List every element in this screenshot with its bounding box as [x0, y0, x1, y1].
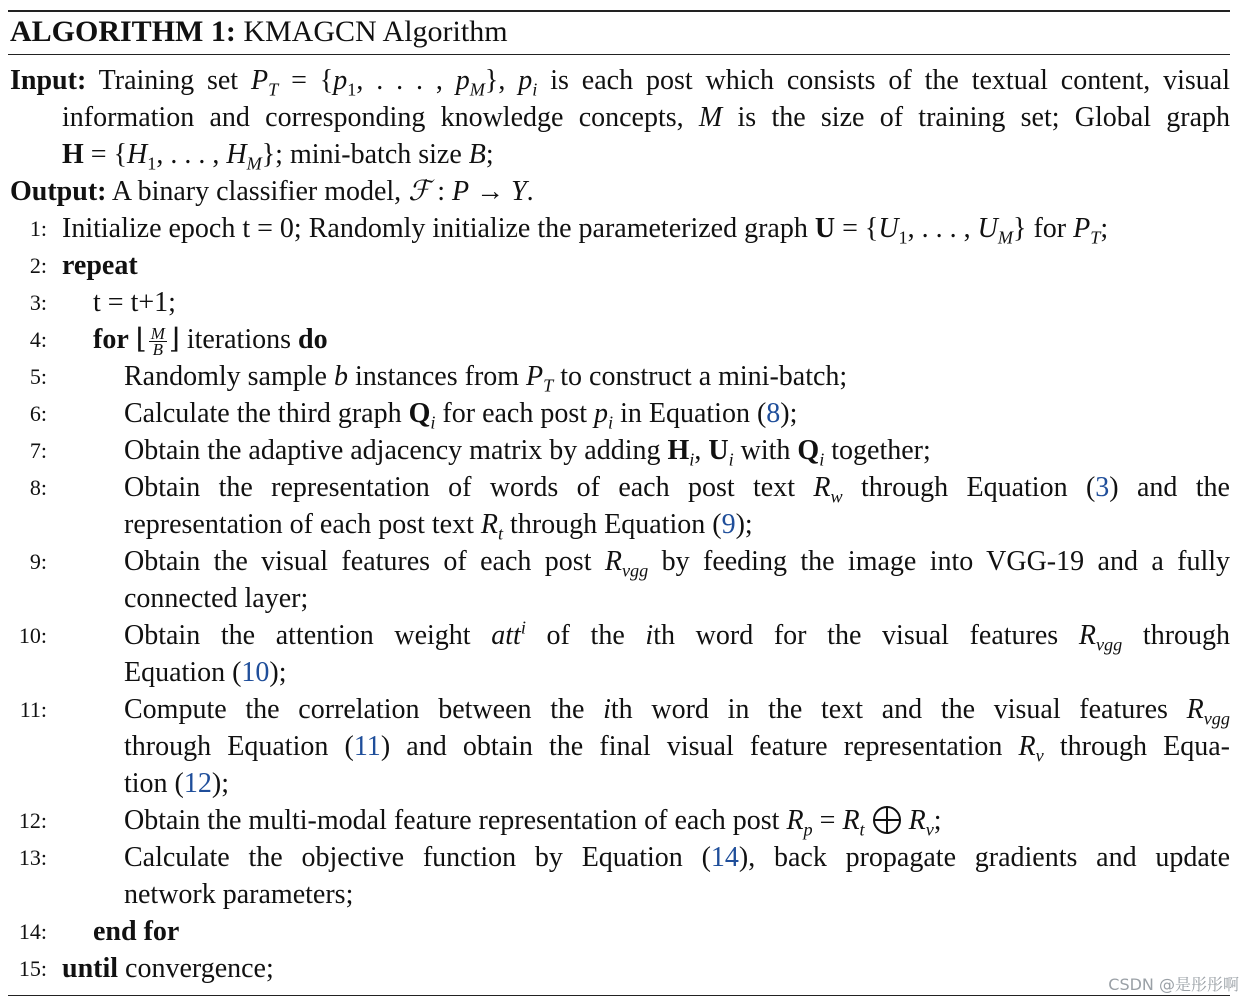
step-13-line-1: Calculate the objective function by Equation (14), back propagate gradients and update [124, 842, 1230, 873]
line-number: 14: [18, 919, 47, 944]
line-number: 3: [29, 290, 47, 315]
watermark: CSDN @是彤彤啊 [1108, 975, 1239, 994]
line-number: 11: [19, 697, 47, 722]
step-4: for ⌊ $\frac{M}{B}$ ⌋ iterations do [93, 324, 328, 360]
algorithm-title [10, 12, 508, 52]
step-6: Calculate the third graph $Q_i$ for each post $p_i$ in Equation (8); [124, 398, 798, 433]
step-9-line-1: Obtain the visual features of each post $R_{vgg}$ by feeding the image into VGG-19 and a fully [124, 546, 1231, 581]
step-14: end for [93, 916, 180, 947]
input-line-2: information and corresponding knowledge concepts, M is the size of training set; Global graph [62, 102, 1230, 133]
line-number: 13: [18, 845, 47, 870]
algorithm-label: ALGORITHM 1: [10, 15, 236, 48]
step-10-line-2: Equation (10); [124, 657, 287, 688]
line-number: 8: [29, 475, 47, 500]
algorithm-name: KMAGCN Algorithm [243, 15, 508, 48]
line-number: 9: [29, 549, 47, 574]
line-number: 10: [18, 623, 47, 648]
step-9-line-2: connected layer; [124, 583, 309, 614]
line-number: 5: [29, 364, 47, 389]
equation-link[interactable]: 14 [710, 842, 739, 873]
line-number: 4: [29, 327, 47, 352]
line-number: 2: [29, 253, 47, 278]
equation-link[interactable]: 9 [721, 509, 736, 540]
step-5: Randomly sample b instances from $P_T$ to construct a mini-batch; [124, 361, 848, 396]
header-rule [8, 54, 1230, 55]
step-11-line-3: tion (12); [124, 768, 229, 799]
equation-link[interactable]: 3 [1095, 472, 1110, 503]
step-13-line-2: network parameters; [124, 879, 354, 910]
fraction-m-over-b: $\frac{M}{B}$ [150, 324, 165, 360]
step-11-line-1: Compute the correlation between the ith word in the text and the visual features $R_{vgg}$ [124, 694, 1230, 729]
step-8-line-1: Obtain the representation of words of each post text $R_w$ through Equation (3) and the [124, 472, 1230, 507]
line-number: 1: [29, 216, 47, 241]
step-11-line-2: through Equation (11) and obtain the final visual feature representation $R_v$ through Equa- [124, 731, 1230, 766]
step-15: until convergence; [62, 953, 274, 984]
input-line-3: $H = \{H_1$, . . . , $H_M$}; mini-batch size B; [62, 139, 494, 174]
line-number: 6: [29, 401, 47, 426]
step-3: t = t+1; [93, 287, 176, 318]
equation-link[interactable]: 10 [241, 657, 270, 688]
step-8-line-2: representation of each post text $R_t$ through Equation (9); [124, 509, 753, 544]
step-2: repeat [62, 250, 138, 281]
line-number: 7: [29, 438, 47, 463]
bottom-rule [8, 995, 1230, 996]
line-number: 12: [18, 808, 47, 833]
input-label: Input: [10, 65, 87, 96]
step-12: Obtain the multi-modal feature representation of each post $R_p = R_t$ $R_v$; [124, 805, 942, 840]
equation-link[interactable]: 11 [353, 731, 381, 762]
output-line: Output: A binary classifier model, ℱ : P → Y. [10, 176, 534, 207]
step-1: Initialize epoch t = 0; Randomly initialize the parameterized graph $U = \{U_1$, . . . , $U_M$} for $P_T$; [62, 213, 1109, 248]
equation-link[interactable]: 8 [766, 398, 781, 429]
output-label: Output: [10, 176, 107, 207]
line-number: 15: [18, 956, 47, 981]
input-line-1: Input: Training set $P_T = \{p_1$, . . . , $p_M$}, $p_i$ is each post which consists of the textual content, visual [10, 65, 1230, 100]
equation-link[interactable]: 12 [183, 768, 212, 799]
step-10-line-1: Obtain the attention weight att$^i$ of the ith word for the visual features $R_{vgg}$ through [124, 617, 1231, 655]
direct-sum-icon [872, 805, 902, 835]
step-7: Obtain the adaptive adjacency matrix by adding $H_i$, $U_i$ with $Q_i$ together; [124, 435, 931, 470]
